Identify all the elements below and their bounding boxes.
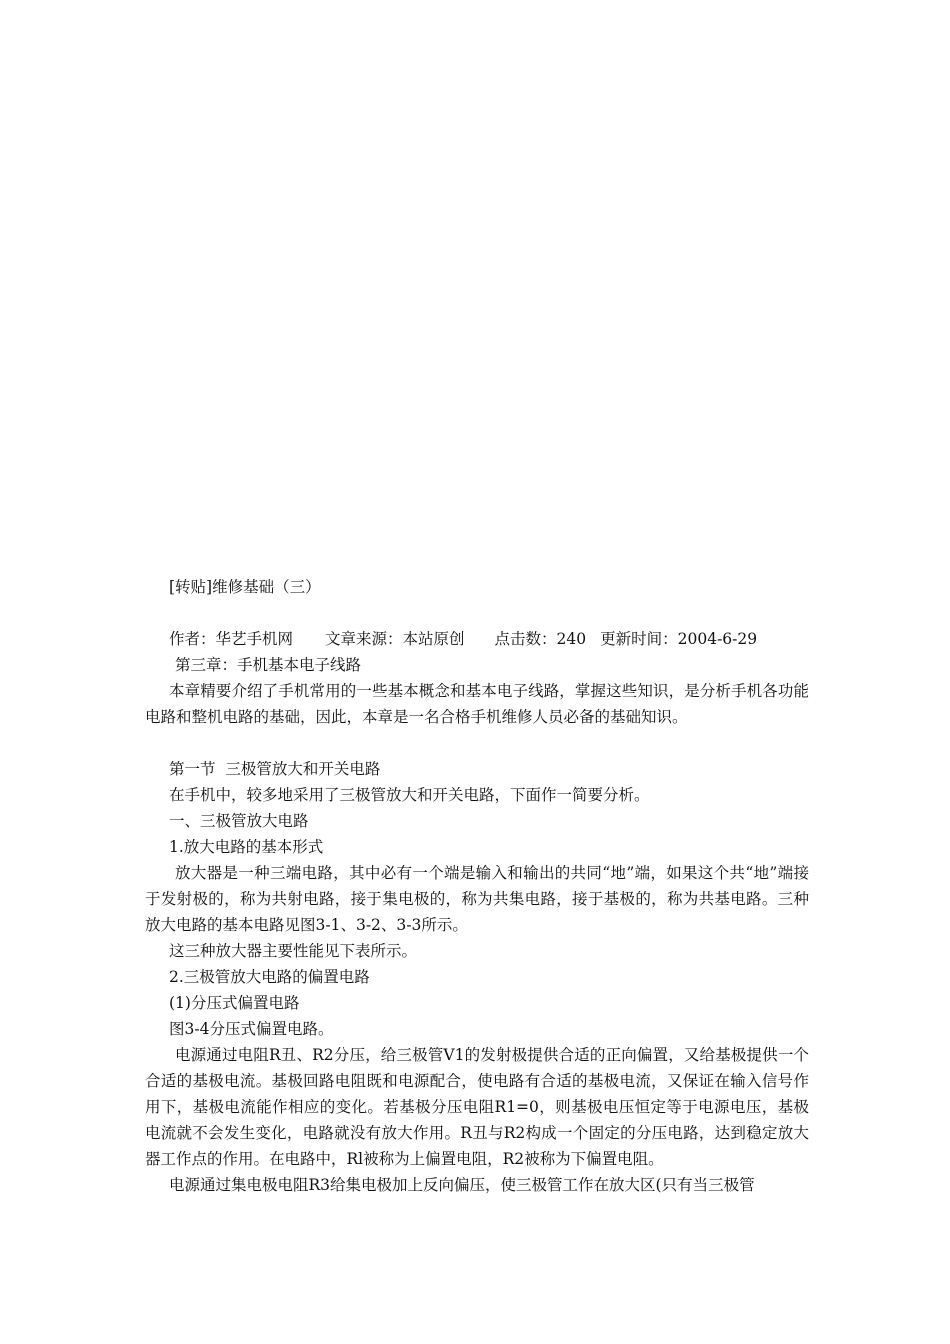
part-heading: 一、三极管放大电路: [169, 812, 309, 830]
blank-line: [145, 730, 809, 756]
blank-line: [145, 600, 809, 626]
collector-paragraph: 电源通过集电极电阻R3给集电极加上反向偏压，使三极管工作在放大区(只有当三极管: [169, 1176, 755, 1194]
subsection-heading: 2.三极管放大电路的偏置电路: [169, 968, 370, 986]
figure-reference: 图3-4分压式偏置电路。: [169, 1020, 334, 1038]
meta-author: 作者：华艺手机网: [169, 630, 294, 648]
meta-source: 文章来源：本站原创: [325, 630, 465, 648]
subsection-item: (1)分压式偏置电路: [169, 994, 300, 1012]
amplifier-forms-paragraph: 放大器是一种三端电路，其中必有一个端是输入和输出的共同“地”端，如果这个共“地”端接于发射极的，称为共射电路，接于集电极的，称为共集电路，接于基极的，称为共基电路。三种放大电路的基本电路见图3-1、3-2、3-3所示。: [145, 864, 809, 934]
chapter-intro: 本章精要介绍了手机常用的一些基本概念和基本电子线路，掌握这些知识，是分析手机各功能电路和整机电路的基础，因此，本章是一名合格手机维修人员必备的基础知识。: [145, 682, 809, 726]
subsection-heading: 1.放大电路的基本形式: [169, 838, 324, 856]
chapter-heading: 第三章：手机基本电子线路: [175, 656, 362, 674]
meta-clicks: 点击数：240: [494, 630, 587, 648]
table-note: 这三种放大器主要性能见下表所示。: [169, 942, 418, 960]
article-meta: [145, 626, 809, 652]
section-intro: 在手机中，较多地采用了三极管放大和开关电路，下面作一简要分析。: [169, 786, 650, 804]
document-body: [145, 574, 809, 1198]
bias-paragraph: 电源通过电阻R丑、R2分压，给三极管V1的发射极提供合适的正向偏置，又给基极提供一个合适的基极电流。基极回路电阻既和电源配合，使电路有合适的基极电流，又保证在输入信号作用下，基极电流能作相应的变化。若基极分压电阻R1=0，则基极电压恒定等于电源电压，基极电流就不会发生变化，电路就没有放大作用。R丑与R2构成一个固定的分压电路，达到稳定放大器工作点的作用。在电路中，Rl被称为上偏置电阻，R2被称为下偏置电阻。: [145, 1046, 809, 1168]
meta-updated: 更新时间：2004-6-29: [600, 630, 758, 648]
section-heading: 第一节 三极管放大和开关电路: [169, 760, 381, 778]
document-title: [转贴]维修基础（三）: [169, 578, 321, 596]
